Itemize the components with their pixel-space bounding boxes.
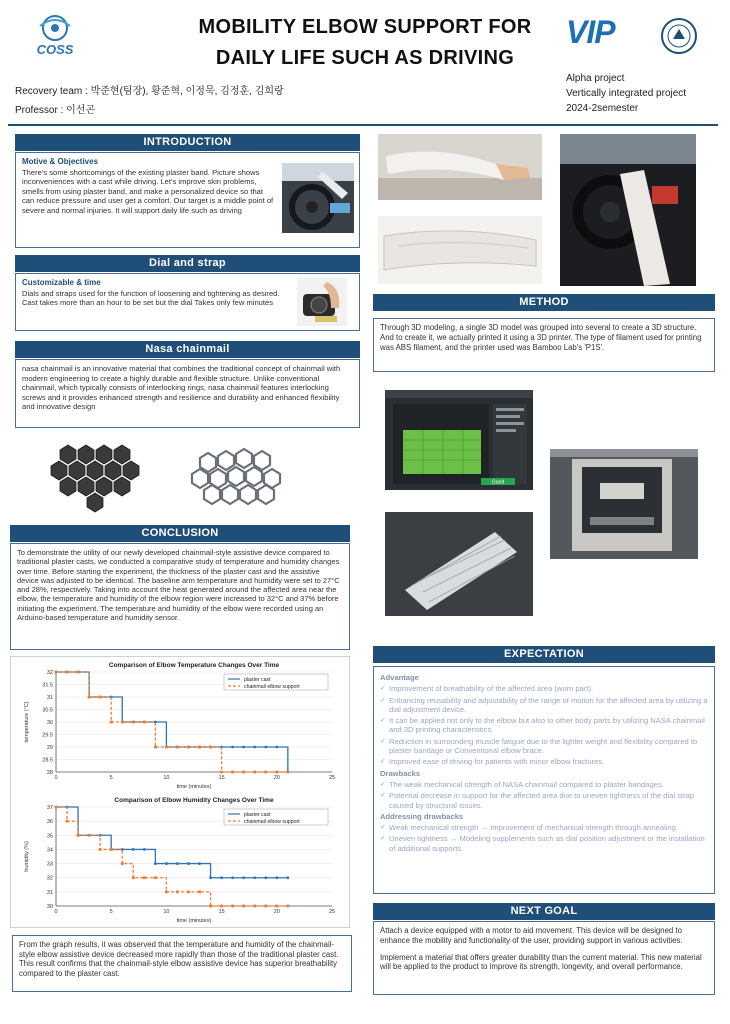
next-goal-box <box>373 921 715 995</box>
poster-title-line2: DAILY LIFE SUCH AS DRIVING <box>215 47 515 69</box>
legend-label: chainmail elbow support <box>244 819 300 825</box>
y-tick-label: 33 <box>46 861 53 868</box>
data-point <box>253 746 256 749</box>
data-point <box>132 876 135 879</box>
data-point <box>77 671 80 674</box>
x-tick-label: 10 <box>163 775 170 781</box>
y-axis-label: temperature (°C) <box>24 701 30 743</box>
list-item: ✓ The weak mechanical strength of NASA chainmail compared to plaster bandages. <box>380 780 708 789</box>
printed-cast-photo <box>378 216 542 284</box>
list-item: ✓ Improved ease of driving for patients with minor elbow fractures. <box>380 757 708 766</box>
project-line2: Vertically integrated project <box>566 88 687 99</box>
data-point <box>55 671 58 674</box>
y-tick-label: 29.5 <box>42 732 53 739</box>
professor-line <box>15 101 95 116</box>
intro-title: Motive & Objectives <box>22 157 99 166</box>
dial-title: Customizable & time <box>22 278 101 287</box>
y-axis-label: humidity (%) <box>24 841 30 872</box>
data-point <box>88 696 91 699</box>
introduction-bar: INTRODUCTION <box>15 134 360 151</box>
x-tick-label: 15 <box>218 909 225 915</box>
conclusion-text: To demonstrate the utility of our newly developed chainmail-style assistive device compared to traditional plaster casts, we conducted a comparative study of temperature and humidity changes over time. Before starting the experiment, the thickness of the plaster cast and the assistive device was adjusted to be identical. The baseline arm temperature and humidity were set to 27°C and 28%, respectively. Taking into account the heat generated around the affected area near the elbow, the temperature and humidity of the elbow region were increased to 32°C and 37% before initiating the experiment. The temperature and humidity of the elbow were recorded using an Arduino-based temperature and humidity sensor. <box>17 548 340 623</box>
arm-cast-photo <box>378 134 542 200</box>
humidity-chart <box>14 793 344 926</box>
y-tick-label: 34 <box>46 847 53 854</box>
x-tick-label: 15 <box>218 775 225 781</box>
data-point <box>154 876 157 879</box>
intro-text: There's some shortcomings of the existing plaster band. Picture shows inconveniences with a cast while driving. Let's improve skin problems, smells from using plaster band, and make a personalized device so that can reduce pressure and user get a comfort. Our target is a middle point of severe and normal injuries. It will support daily life such as driving <box>22 167 274 215</box>
printed-chainmail-plate <box>385 512 533 616</box>
bambu-printer-photo <box>550 449 698 559</box>
data-point <box>132 721 135 724</box>
vip-logo: VIP <box>566 14 615 50</box>
header-divider <box>8 124 718 126</box>
coss-logo <box>18 10 92 64</box>
next-goal-p1: Attach a device equipped with a motor to aid movement. This device will be designed to enhance the mobility and functionality of the user, providing support in various activities. <box>380 926 683 945</box>
printed-chainmail-model <box>180 434 300 514</box>
addressing-list <box>380 823 708 853</box>
legend-label: chainmail elbow support <box>244 684 300 690</box>
data-point <box>242 746 245 749</box>
data-point <box>275 746 278 749</box>
data-point <box>209 876 212 879</box>
data-point <box>209 746 212 749</box>
data-point <box>198 862 201 865</box>
data-point <box>66 820 69 823</box>
data-point <box>132 848 135 851</box>
y-tick-label: 37 <box>46 805 53 811</box>
method-bar: METHOD <box>373 294 715 311</box>
data-point <box>264 876 267 879</box>
data-point <box>110 848 113 851</box>
data-point <box>110 721 113 724</box>
project-line3: 2024-2semester <box>566 103 639 114</box>
data-point <box>88 834 91 837</box>
advantage-title: Advantage <box>380 673 419 682</box>
x-tick-label: 10 <box>163 909 170 915</box>
data-point <box>231 876 234 879</box>
data-point <box>187 746 190 749</box>
conclusion-result-box <box>12 935 352 992</box>
data-point <box>253 771 256 774</box>
y-tick-label: 30.5 <box>42 707 53 714</box>
data-point <box>143 848 146 851</box>
next-goal-bar: NEXT GOAL <box>373 903 715 920</box>
hex-chainmail-model <box>38 430 156 514</box>
data-point <box>275 905 278 908</box>
data-point <box>99 696 102 699</box>
x-tick-label: 0 <box>54 909 58 915</box>
advantage-list <box>380 684 708 766</box>
method-box <box>373 318 715 372</box>
x-tick-label: 5 <box>109 775 113 781</box>
temperature-chart <box>14 658 344 792</box>
data-point <box>220 876 223 879</box>
data-point <box>55 806 58 809</box>
data-point <box>176 890 179 893</box>
team-line <box>15 82 284 97</box>
data-point <box>231 746 234 749</box>
expectation-bar: EXPECTATION <box>373 646 715 663</box>
data-point <box>242 771 245 774</box>
data-point <box>198 746 201 749</box>
conclusion-result-text: From the graph results, it was observed that the temperature and humidity of the chainmail-style elbow assistive device decreased more rapidly than those of the traditional plaster cast. This result confirms that the chainmail-style elbow assistive device has superior breathability compared to the plaster cast. <box>19 940 339 978</box>
list-item: ✓ Enhancing reusability and adjustability of the range of motion for the affected area by utilizing a dial adjustment device. <box>380 696 708 715</box>
data-point <box>165 746 168 749</box>
nasa-text: nasa chainmail is an innovative material that combines the traditional concept of chainmail with modern engineering to create a highly durable and flexible structure. Unlike conventional chainmail, which typically consists of interlocking rings, nasa chainmail features interlocking screws and it provides enhanced strength and resilience and durability and enhanced flexibility and innovative design <box>22 364 341 412</box>
addressing-title: Addressing drawbacks <box>380 811 464 821</box>
data-point <box>286 905 289 908</box>
x-tick-label: 5 <box>109 909 113 915</box>
data-point <box>165 890 168 893</box>
x-tick-label: 20 <box>273 775 280 781</box>
drawbacks-list <box>380 780 708 810</box>
list-item: ✓ Uneven tightness → Modeling supplements such as dial position adjustment or the installation of additional supports. <box>380 834 708 853</box>
drawbacks-title: Drawbacks <box>380 768 421 778</box>
professor-name: 이선곤 <box>66 105 96 116</box>
data-point <box>231 771 234 774</box>
data-point <box>253 905 256 908</box>
y-tick-label: 29 <box>46 745 53 751</box>
y-tick-label: 28 <box>46 770 53 776</box>
y-tick-label: 31 <box>46 695 53 701</box>
y-tick-label: 36 <box>46 819 53 826</box>
conclusion-box <box>10 543 350 650</box>
team-members: 박준현(팀장), 황준혁, 이정묵, 김정훈, 김희랑 <box>90 86 284 97</box>
slicer-screenshot <box>385 390 533 490</box>
legend-label: plaster cast <box>244 677 271 683</box>
data-point <box>264 905 267 908</box>
y-tick-label: 31 <box>46 889 53 896</box>
data-point <box>99 848 102 851</box>
nasa-chainmail-bar: Nasa chainmail <box>15 341 360 358</box>
x-axis-label: time (minutes) <box>176 918 212 924</box>
data-point <box>242 905 245 908</box>
data-point <box>209 905 212 908</box>
x-axis-label: time (minutes) <box>176 784 212 790</box>
data-point <box>143 876 146 879</box>
data-point <box>154 746 157 749</box>
data-point <box>77 834 80 837</box>
data-point <box>242 876 245 879</box>
method-text: Through 3D modeling, a single 3D model was grouped into several to create a 3D structure. And to create it, we actually printed it using a 3D printer. The type of filament used for printing was ABS filament, and the printer used was Bamboo Lab's 'P1S'. <box>380 323 702 352</box>
chart-title: Comparison of Elbow Temperature Changes Over Time <box>108 662 280 669</box>
data-point <box>275 771 278 774</box>
x-tick-label: 25 <box>328 775 336 781</box>
y-tick-label: 32 <box>46 875 53 882</box>
conclusion-bar: CONCLUSION <box>10 525 350 542</box>
team-label: Recovery team : <box>15 86 88 97</box>
data-point <box>176 862 179 865</box>
coss-logo-text: COSS <box>36 42 74 57</box>
poster-title-line1: MOBILITY ELBOW SUPPORT FOR <box>198 16 532 38</box>
data-point <box>165 862 168 865</box>
expectation-box <box>373 666 715 894</box>
project-line1: Alpha project <box>566 73 625 84</box>
dial-photo <box>297 278 347 326</box>
y-tick-label: 30 <box>46 904 53 910</box>
data-point <box>198 890 201 893</box>
data-point <box>253 876 256 879</box>
project-info <box>566 71 686 116</box>
slicer-status-label: Good <box>491 479 505 486</box>
data-point <box>187 890 190 893</box>
data-point <box>286 876 289 879</box>
data-point <box>220 771 223 774</box>
professor-label: Professor : <box>15 105 64 116</box>
y-tick-label: 28.5 <box>42 757 53 764</box>
data-point <box>231 905 234 908</box>
data-point <box>121 721 124 724</box>
data-point <box>220 905 223 908</box>
driving-with-cast-photo <box>560 134 696 286</box>
list-item: ✓ Weak mechanical strength → Improvement of mechanical strength through annealing. <box>380 823 708 832</box>
x-tick-label: 0 <box>54 775 58 781</box>
y-tick-label: 32 <box>46 670 53 676</box>
y-tick-label: 30 <box>46 720 53 726</box>
list-item: ✓ Improvement of breathability of the affected area (worn part). <box>380 684 708 693</box>
data-point <box>121 862 124 865</box>
data-point <box>154 862 157 865</box>
data-point <box>286 771 289 774</box>
dial-text: Dials and straps used for the function of loosening and tightening as desired. Cast takes more than an hour to be set but the dial Takes only few minutes <box>22 288 280 308</box>
dial-strap-bar: Dial and strap <box>15 255 360 272</box>
y-tick-label: 35 <box>46 833 53 840</box>
nasa-chainmail-box <box>15 359 360 428</box>
data-point <box>264 771 267 774</box>
data-point <box>176 746 179 749</box>
list-item: ✓ Reduction in surrounding muscle fatigue due to the lighter weight and flexibility compared to plaster bandage or Conventional elbow brace. <box>380 737 708 756</box>
data-point <box>264 746 267 749</box>
x-tick-label: 20 <box>273 909 280 915</box>
data-point <box>275 876 278 879</box>
list-item: ✓ It can be applied not only to the elbow but also to other body parts by utilizing NASA chainmail and 3D printing characteristics. <box>380 716 708 735</box>
y-tick-label: 31.5 <box>42 682 53 689</box>
legend-label: plaster cast <box>244 812 271 818</box>
x-tick-label: 25 <box>328 909 336 915</box>
data-point <box>143 721 146 724</box>
driving-dashboard-photo <box>282 163 354 233</box>
chart-title: Comparison of Elbow Humidity Changes Over Time <box>114 797 274 804</box>
list-item: ✓ Potential decrease in support for the affected area due to uneven tightness of the dial strap caused by structural issues. <box>380 791 708 810</box>
university-emblem <box>660 17 698 55</box>
data-point <box>187 862 190 865</box>
data-point <box>66 671 69 674</box>
next-goal-p2: Implement a material that offers greater durability than the current material. This new material will be applied to the product to improve its strength, longevity, and overall performance. <box>380 952 702 972</box>
